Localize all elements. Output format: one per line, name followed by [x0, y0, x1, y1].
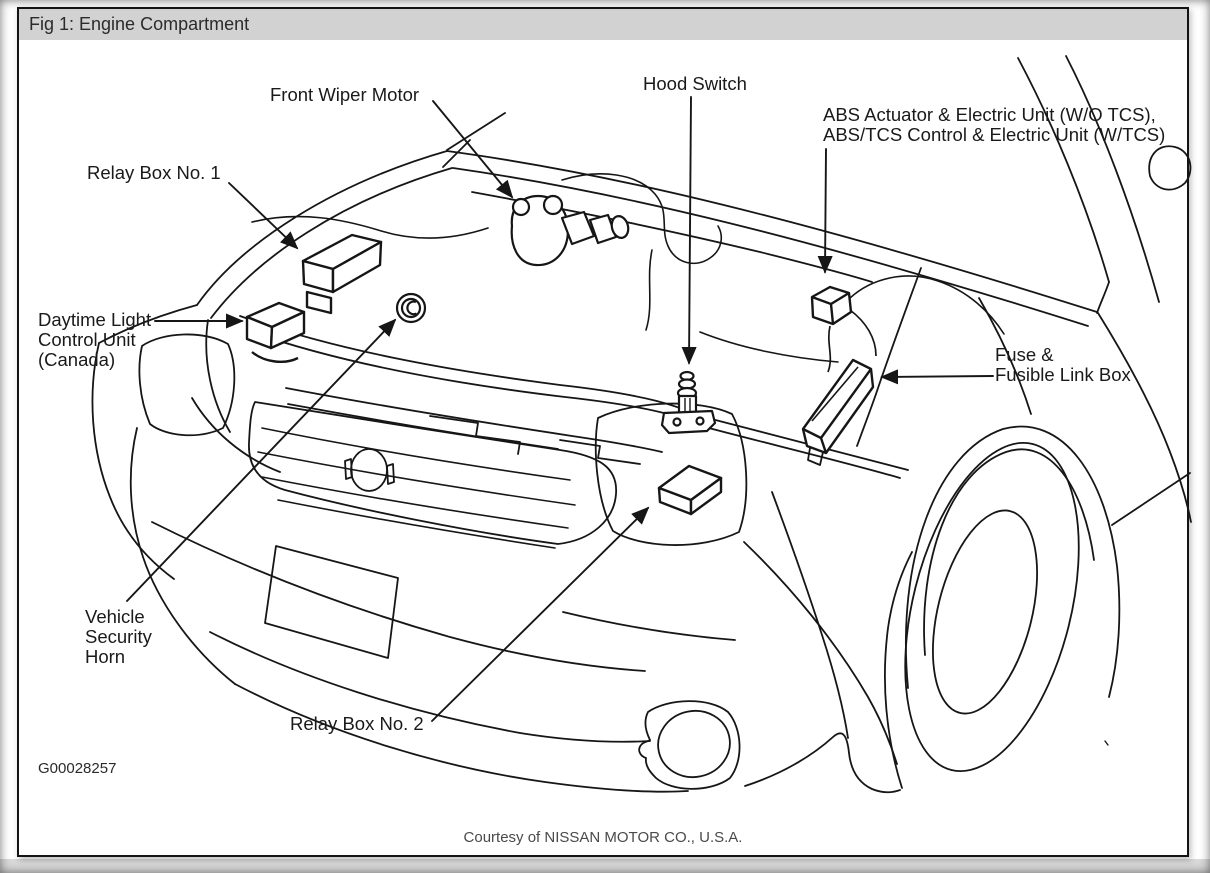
daytime-light-control-unit-shape [247, 303, 304, 362]
label-relay-box-1: Relay Box No. 1 [87, 162, 221, 183]
label-abs-unit: ABS Actuator & Electric Unit (W/O TCS), ABS/TCS Control & Electric Unit (W/TCS) [823, 104, 1166, 145]
arrow-fuse-box [882, 376, 993, 377]
leader-arrows [127, 97, 993, 721]
abs-unit-shape [812, 287, 876, 372]
relay-box-2-shape [659, 466, 721, 514]
label-hood-switch: Hood Switch [643, 73, 747, 94]
front-wiper-motor-shape [512, 196, 631, 265]
figure-id-code: G00028257 [38, 760, 117, 777]
vehicle-security-horn-shape [397, 294, 425, 322]
figure-caption: Courtesy of NISSAN MOTOR CO., U.S.A. [463, 829, 743, 846]
label-fuse-fusible-link-box: Fuse & Fusible Link Box [995, 344, 1131, 385]
label-front-wiper-motor: Front Wiper Motor [270, 84, 420, 105]
label-vehicle-security-horn: Vehicle Security Horn [85, 606, 152, 667]
figure-title: Fig 1: Engine Compartment [29, 14, 250, 34]
arrow-abs-unit [825, 149, 826, 272]
arrow-vehicle-security-horn [127, 320, 395, 601]
relay-box-1-shape [303, 235, 381, 313]
car-outline [92, 56, 1191, 792]
arrow-relay-box-2 [432, 508, 648, 721]
hood-switch-shape [662, 372, 715, 433]
label-daytime-light-control-unit: Daytime Light Control Unit (Canada) [38, 309, 152, 370]
label-relay-box-2: Relay Box No. 2 [290, 713, 424, 734]
fuse-fusible-link-box-shape [803, 360, 873, 465]
arrow-hood-switch [689, 97, 691, 363]
